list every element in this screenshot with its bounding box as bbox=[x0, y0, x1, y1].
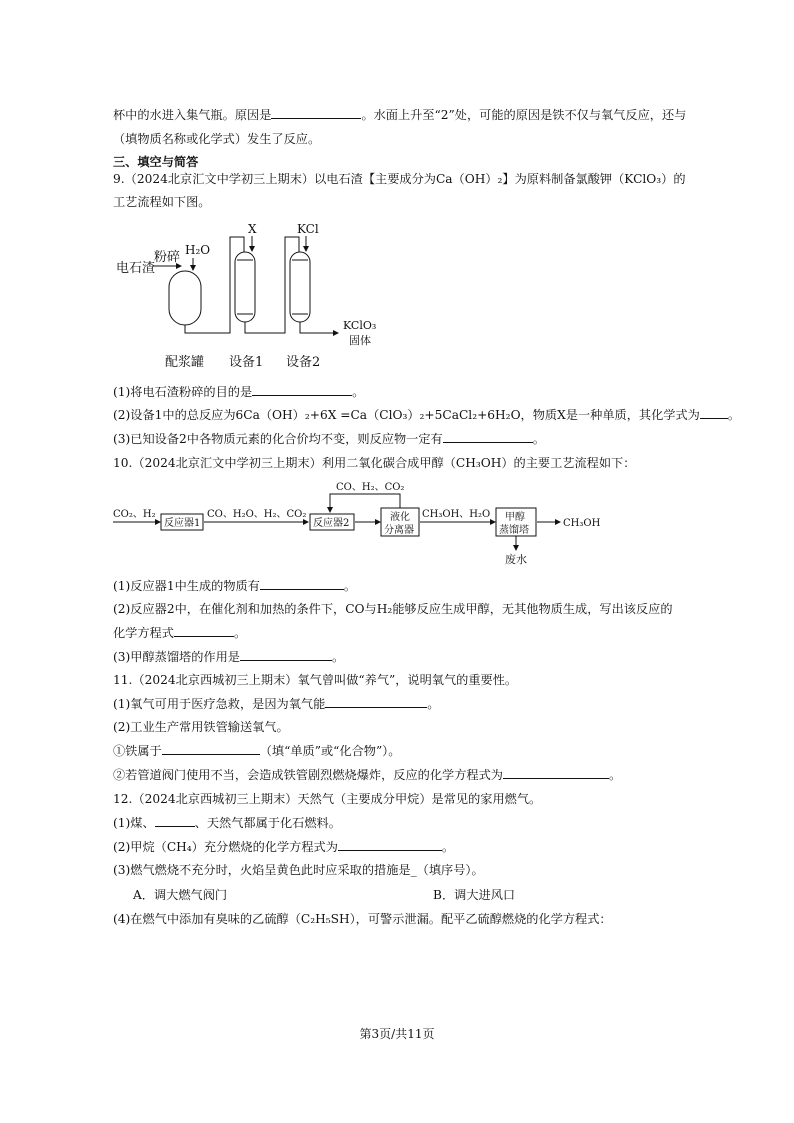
raw-label: 电石渣 bbox=[116, 261, 156, 276]
text: 。 bbox=[331, 650, 345, 664]
answer-blank[interactable] bbox=[338, 838, 442, 851]
question-10-3 bbox=[113, 648, 344, 666]
text: (1)煤、 bbox=[113, 816, 155, 830]
text: (1)将电石渣粉碎的目的是 bbox=[113, 385, 253, 399]
question-9-2 bbox=[113, 406, 740, 424]
question-9-1 bbox=[113, 383, 364, 401]
text: 。 bbox=[441, 840, 455, 854]
reactor1-label: 反应器1 bbox=[164, 518, 201, 529]
text: ①铁属于 bbox=[113, 744, 162, 758]
device1-label: 设备1 bbox=[229, 355, 264, 370]
water-label: H₂O bbox=[185, 243, 211, 257]
text: 、天然气都属于化石燃料。 bbox=[194, 816, 341, 830]
text: （填“单质”或“化合物”）。 bbox=[259, 744, 401, 758]
text: 。 bbox=[343, 579, 357, 593]
answer-blank[interactable] bbox=[503, 766, 609, 779]
answer-blank[interactable] bbox=[155, 814, 195, 827]
text: 。 bbox=[532, 432, 545, 446]
product-label: KClO₃ bbox=[343, 319, 377, 332]
out-stream-label: CH₃OH、H₂O bbox=[422, 509, 491, 520]
question-9-3 bbox=[113, 430, 545, 448]
reactor2-label: 反应器2 bbox=[313, 518, 350, 529]
question-9: 9.（2024北京汇文中学初三上期末）以电石渣【主要成分为Ca（OH）₂】为原料制备氯酸钾（KClO₃）的 bbox=[113, 172, 686, 186]
question-11-2: (2)工业生产常用铁管输送氧气。 bbox=[113, 720, 289, 734]
question-12-3: (3)燃气燃烧不充分时，火焰呈黄色此时应采取的措施是_（填序号）。 bbox=[113, 863, 484, 877]
text: ②若管道阀门使用不当，会造成铁管剧烈燃烧爆炸，反应的化学方程式为 bbox=[113, 768, 503, 782]
text: 。 bbox=[609, 768, 622, 782]
device2-label: 设备2 bbox=[286, 355, 321, 370]
answer-blank[interactable] bbox=[260, 577, 344, 590]
question-12: 12.（2024北京西城初三上期末）天然气（主要成分甲烷）是常见的家用燃气。 bbox=[113, 792, 542, 806]
separator-label-1: 液化 bbox=[390, 512, 410, 523]
question-12-4: (4)在燃气中添加有臭味的乙硫醇（C₂H₅SH），可警示泄漏。配平乙硫醇燃烧的化学方程式： bbox=[113, 912, 612, 926]
answer-blank[interactable] bbox=[700, 406, 728, 419]
x-label: X bbox=[248, 222, 257, 236]
answer-blank[interactable] bbox=[443, 430, 533, 443]
mid-stream-label: CO、H₂O、H₂、CO₂ bbox=[207, 509, 307, 520]
text: 。水面上升至“2”处，可能的原因是铁不仅与氧气反应，还与 bbox=[361, 108, 687, 122]
question-12-1 bbox=[113, 814, 341, 832]
text: (2)设备1中的总反应为6Ca（OH）₂+6X =Ca（ClO₃）₂+5CaCl₂+6H₂O，物质X是一种单质，其化学式为 bbox=[113, 408, 700, 422]
section-heading: 三、填空与简答 bbox=[113, 155, 199, 169]
feed-label: CO₂、H₂ bbox=[113, 509, 156, 520]
device-1 bbox=[235, 252, 255, 322]
answer-blank[interactable] bbox=[325, 695, 427, 708]
question-12-2 bbox=[113, 838, 454, 856]
text-line bbox=[113, 106, 686, 124]
kcl-label: KCl bbox=[297, 222, 319, 236]
answer-blank[interactable] bbox=[240, 648, 332, 661]
text: (1)氧气可用于医疗急救，是因为氧气能 bbox=[113, 697, 326, 711]
question-11-2a bbox=[113, 742, 400, 760]
waste-label: 废水 bbox=[505, 553, 527, 566]
tower-label-2: 蒸馏塔 bbox=[499, 525, 529, 536]
recycle-label: CO、H₂、CO₂ bbox=[336, 482, 405, 493]
question-10-2: (2)反应器2中，在催化剂和加热的条件下，CO与H₂能够反应生成甲醇，无其他物质生成，写出该反应的 bbox=[113, 602, 673, 616]
text: 杯中的水进入集气瓶。原因是 bbox=[113, 108, 272, 122]
tank-label: 配浆罐 bbox=[165, 355, 205, 370]
text: 。 bbox=[727, 408, 741, 422]
separator-label-2: 分离器 bbox=[384, 525, 414, 536]
text-line: 工艺流程如下图。 bbox=[113, 195, 211, 209]
process-diagram-1 bbox=[0, 215, 794, 370]
answer-blank[interactable] bbox=[162, 742, 260, 755]
process-diagram-2 bbox=[0, 475, 794, 570]
product-label: CH₃OH bbox=[563, 518, 601, 529]
text: (2)甲烷（CH₄）充分燃烧的化学方程式为 bbox=[113, 840, 338, 854]
product-state: 固体 bbox=[349, 334, 371, 347]
question-11-1 bbox=[113, 695, 439, 713]
device-2 bbox=[290, 252, 310, 322]
text: 化学方程式 bbox=[113, 626, 174, 640]
text: (3)已知设备2中各物质元素的化合价均不变，则反应物一定有 bbox=[113, 432, 443, 446]
text: 。 bbox=[233, 626, 247, 640]
text: (3)甲醇蒸馏塔的作用是 bbox=[113, 650, 240, 664]
question-11: 11.（2024北京西城初三上期末）氧气曾叫做“养气”，说明氧气的重要性。 bbox=[113, 673, 518, 687]
question-11-2b bbox=[113, 766, 621, 784]
question-10-1 bbox=[113, 577, 356, 595]
tower-label-1: 甲醇 bbox=[505, 512, 525, 523]
option-a[interactable]: A．调大燃气阀门 bbox=[133, 888, 228, 902]
question-10-2b bbox=[113, 624, 246, 642]
text: (1)反应器1中生成的物质有 bbox=[113, 579, 260, 593]
option-b[interactable]: B．调大进风口 bbox=[433, 888, 516, 902]
text: 。 bbox=[352, 385, 365, 399]
question-10: 10.（2024北京汇文中学初三上期末）利用二氧化碳合成甲醇（CH₃OH）的主要工艺流程如下： bbox=[113, 456, 636, 470]
text: 。 bbox=[427, 697, 440, 711]
page-footer: 第3页/共11页 bbox=[359, 1027, 435, 1041]
text-line: （填物质名称或化学式）发生了反应。 bbox=[113, 132, 321, 146]
answer-blank[interactable] bbox=[174, 624, 234, 637]
crush-label: 粉碎 bbox=[154, 250, 181, 265]
slurry-tank bbox=[169, 271, 201, 325]
answer-blank[interactable] bbox=[271, 106, 361, 119]
answer-blank[interactable] bbox=[252, 383, 352, 396]
